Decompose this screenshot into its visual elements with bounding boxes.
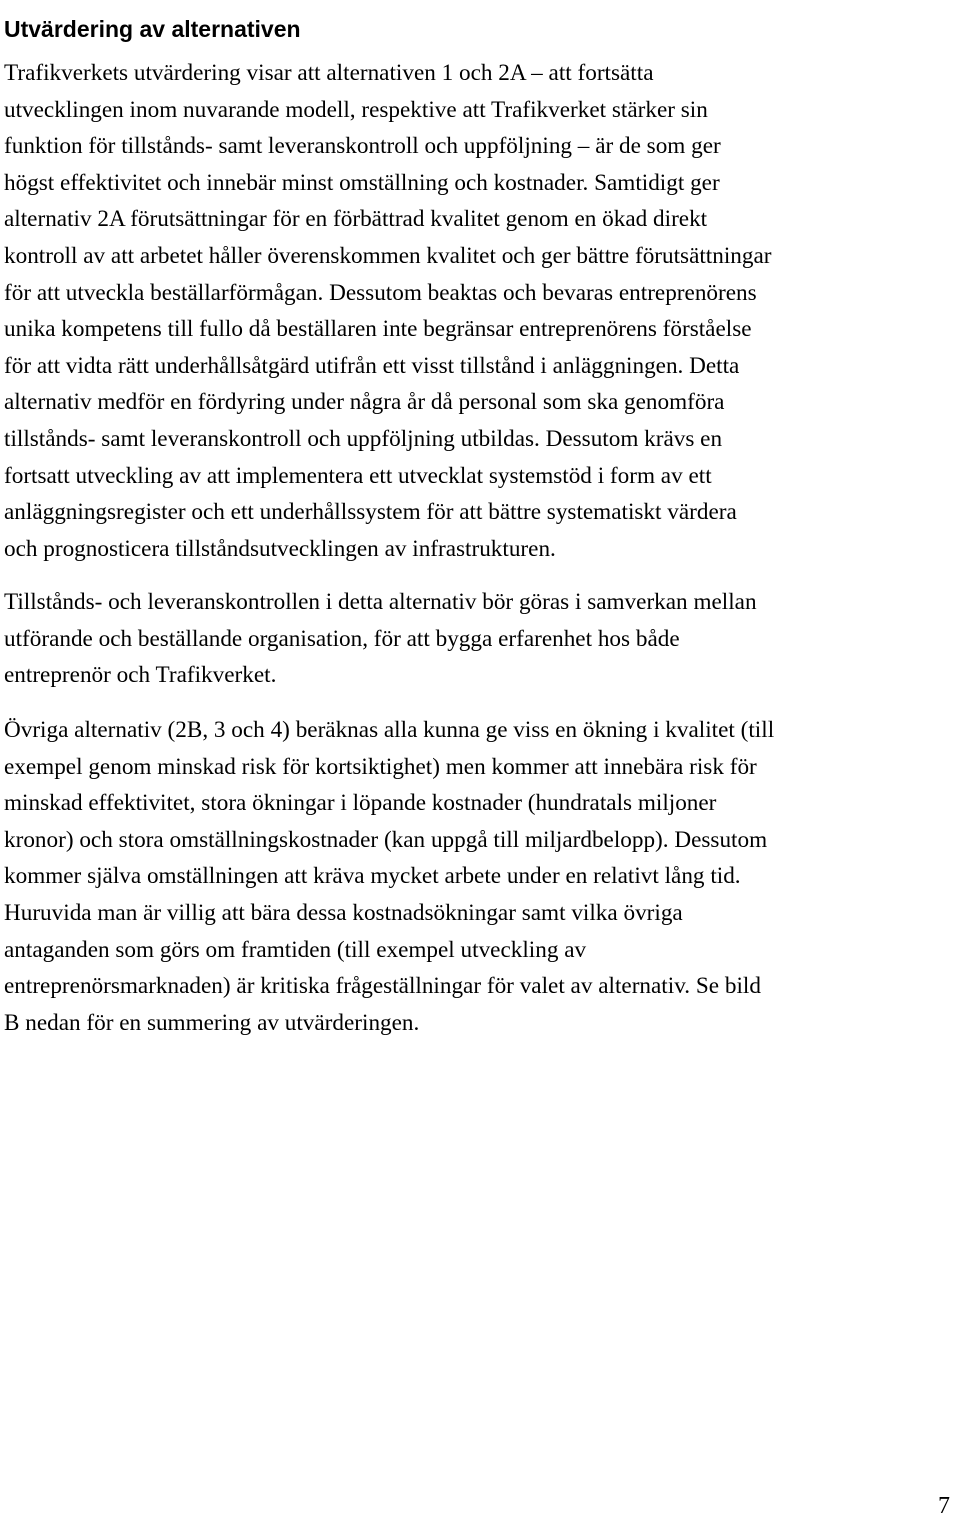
- section-heading: Utvärdering av alternativen: [4, 16, 301, 43]
- text-line: kommer själva omställningen att kräva mycket arbete under en relativt lång tid.: [4, 863, 741, 890]
- text-line: antaganden som görs om framtiden (till exempel utveckling av: [4, 936, 587, 963]
- paragraph-other-alternatives: [4, 712, 956, 1041]
- text-line: fortsatt utveckling av att implementera ett utvecklat systemstöd i form av ett: [4, 462, 712, 489]
- text-line: Tillstånds- och leveranskontrollen i detta alternativ bör göras i samverkan mellan: [4, 589, 757, 615]
- text-line: B nedan för en summering av utvärderingen.: [4, 1009, 420, 1036]
- text-line: kronor) och stora omställningskostnader (kan uppgå till miljardbelopp). Dessutom: [4, 826, 768, 853]
- text-line: unika kompetens till fullo då beställaren inte begränsar entreprenörens förståelse: [4, 316, 752, 343]
- text-line: exempel genom minskad risk för kortsiktighet) men kommer att innebära risk för: [4, 753, 757, 780]
- text-line: för att vidta rätt underhållsåtgärd utifrån ett visst tillstånd i anläggningen. Detta: [4, 352, 740, 379]
- text-line: högst effektivitet och innebär minst omställning och kostnader. Samtidigt ger: [4, 169, 720, 196]
- text-line: tillstånds- samt leveranskontroll och uppföljning utbildas. Dessutom krävs en: [4, 425, 723, 452]
- text-line: utvecklingen inom nuvarande modell, respektive att Trafikverket stärker sin: [4, 96, 708, 123]
- text-line: utförande och beställande organisation, för att bygga erfarenhet hos både: [4, 625, 680, 652]
- text-line: Övriga alternativ (2B, 3 och 4) beräknas alla kunna ge viss en ökning i kvalitet (till: [4, 717, 775, 743]
- text-line: kontroll av att arbetet håller överenskommen kvalitet och ger bättre förutsättningar: [4, 242, 772, 269]
- text-line: entreprenör och Trafikverket.: [4, 662, 277, 689]
- text-line: funktion för tillstånds- samt leveranskontroll och uppföljning – är de som ger: [4, 133, 721, 160]
- text-line: entreprenörsmarknaden) är kritiska frågeställningar för valet av alternativ. Se bild: [4, 973, 761, 1000]
- text-line: alternativ 2A förutsättningar för en förbättrad kvalitet genom en ökad direkt: [4, 206, 708, 233]
- text-line: Trafikverkets utvärdering visar att alternativen 1 och 2A – att fortsätta: [4, 60, 654, 86]
- paragraph-evaluation-summary: [4, 55, 956, 567]
- page-number: 7: [938, 1493, 950, 1519]
- text-line: minskad effektivitet, stora ökningar i löpande kostnader (hundratals miljoner: [4, 790, 717, 817]
- text-line: anläggningsregister och ett underhållssystem för att bättre systematiskt värdera: [4, 499, 737, 526]
- paragraph-collaboration: [4, 584, 956, 694]
- text-line: Huruvida man är villig att bära dessa kostnadsökningar samt vilka övriga: [4, 899, 683, 926]
- text-line: och prognosticera tillståndsutvecklingen av infrastrukturen.: [4, 535, 556, 562]
- text-line: alternativ medför en fördyring under några år då personal som ska genomföra: [4, 389, 725, 416]
- text-line: för att utveckla beställarförmågan. Dessutom beaktas och bevaras entreprenörens: [4, 279, 757, 306]
